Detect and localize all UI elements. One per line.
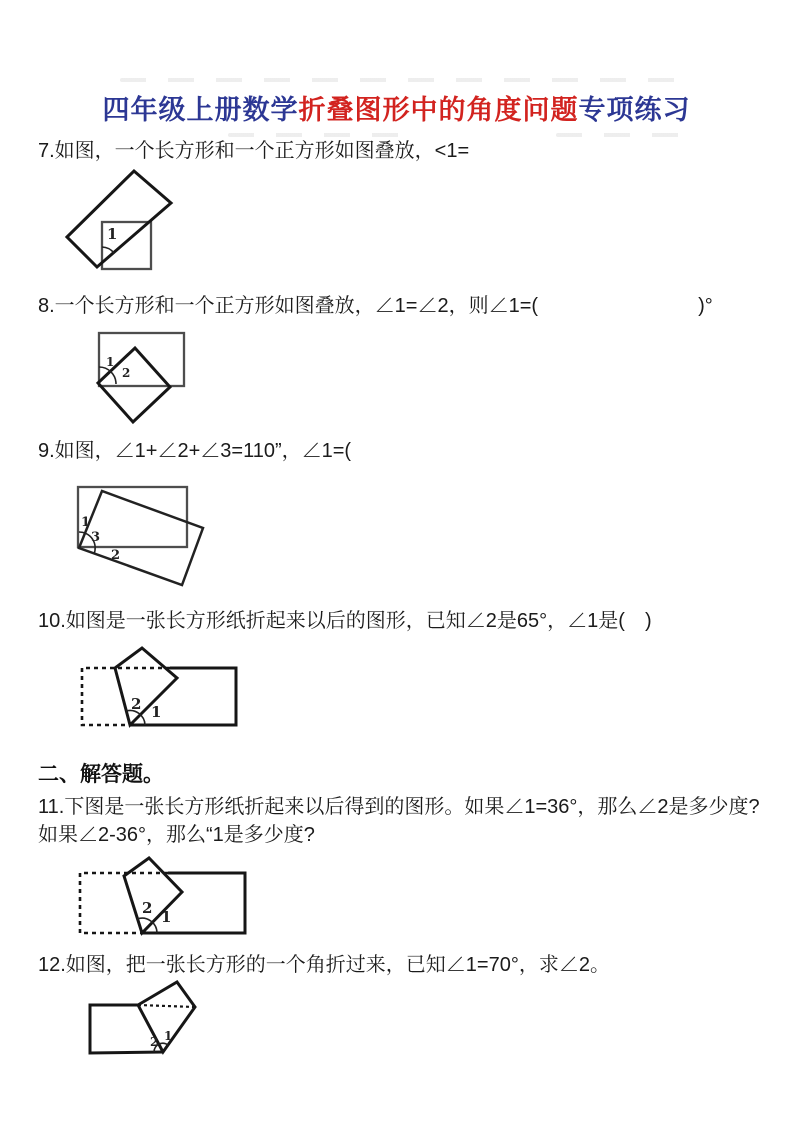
page-title — [0, 88, 793, 127]
scan-artifact — [120, 78, 680, 82]
question-8-text: 8.一个长方形和一个正方形如图叠放，∠1=∠2，则∠1=( )° — [38, 295, 713, 317]
folded-flap-shape — [115, 648, 177, 725]
angle-3-label: 3 — [91, 530, 101, 545]
title-part-blue2: 专项练习 — [578, 95, 691, 125]
title-part-blue1: 四年级上册数学 — [102, 95, 299, 125]
question-10-text: 10.如图是一张长方形纸折起来以后的图形，已知∠2是65°，∠1是( ) — [38, 610, 652, 632]
angle-2-label: 2 — [150, 1035, 159, 1049]
angle-2-label: 2 — [122, 366, 131, 380]
angle-2-label: 2 — [142, 899, 153, 917]
title-part-red: 折叠图形中的角度问题 — [298, 95, 579, 125]
figure-q9 — [55, 480, 305, 600]
rotated-rectangle-shape — [67, 171, 171, 267]
rectangle-shape — [142, 873, 245, 933]
rectangle-shape — [130, 668, 236, 725]
figure-q11 — [55, 855, 275, 965]
question-9-text: 9.如图，∠1+∠2+∠3=110”，∠1=( — [38, 440, 352, 462]
figure-q8 — [85, 330, 265, 445]
angle-1-label: 1 — [81, 515, 91, 530]
question-7-text: 7.如图，一个长方形和一个正方形如图叠放，<1= — [38, 140, 470, 162]
angle-1-label: 1 — [106, 355, 115, 369]
angle-arc — [102, 247, 114, 253]
folded-flap-shape — [124, 858, 182, 933]
figure-q10 — [60, 645, 260, 745]
figure-q7 — [55, 160, 245, 290]
angle-2-label: 2 — [131, 695, 142, 713]
angle-1-label: 1 — [164, 1029, 173, 1043]
question-12-text: 12.如图，把一张长方形的一个角折过来，已知∠1=70°，求∠2。 — [38, 954, 610, 976]
fold-crease-line — [138, 1005, 195, 1007]
angle-2-label: 2 — [111, 548, 121, 563]
question-11-text: 11.下图是一张长方形纸折起来以后得到的图形。如果∠1=36°，那么∠2是多少度?如果∠2-36°，那么“1是多少度? — [38, 796, 760, 846]
figure-q12 — [75, 978, 255, 1078]
angle-1-label: 1 — [161, 908, 172, 926]
angle-1-label: 1 — [107, 225, 118, 243]
section-2-heading: 二、解答题。 — [38, 763, 164, 786]
angle-1-label: 1 — [151, 703, 162, 721]
